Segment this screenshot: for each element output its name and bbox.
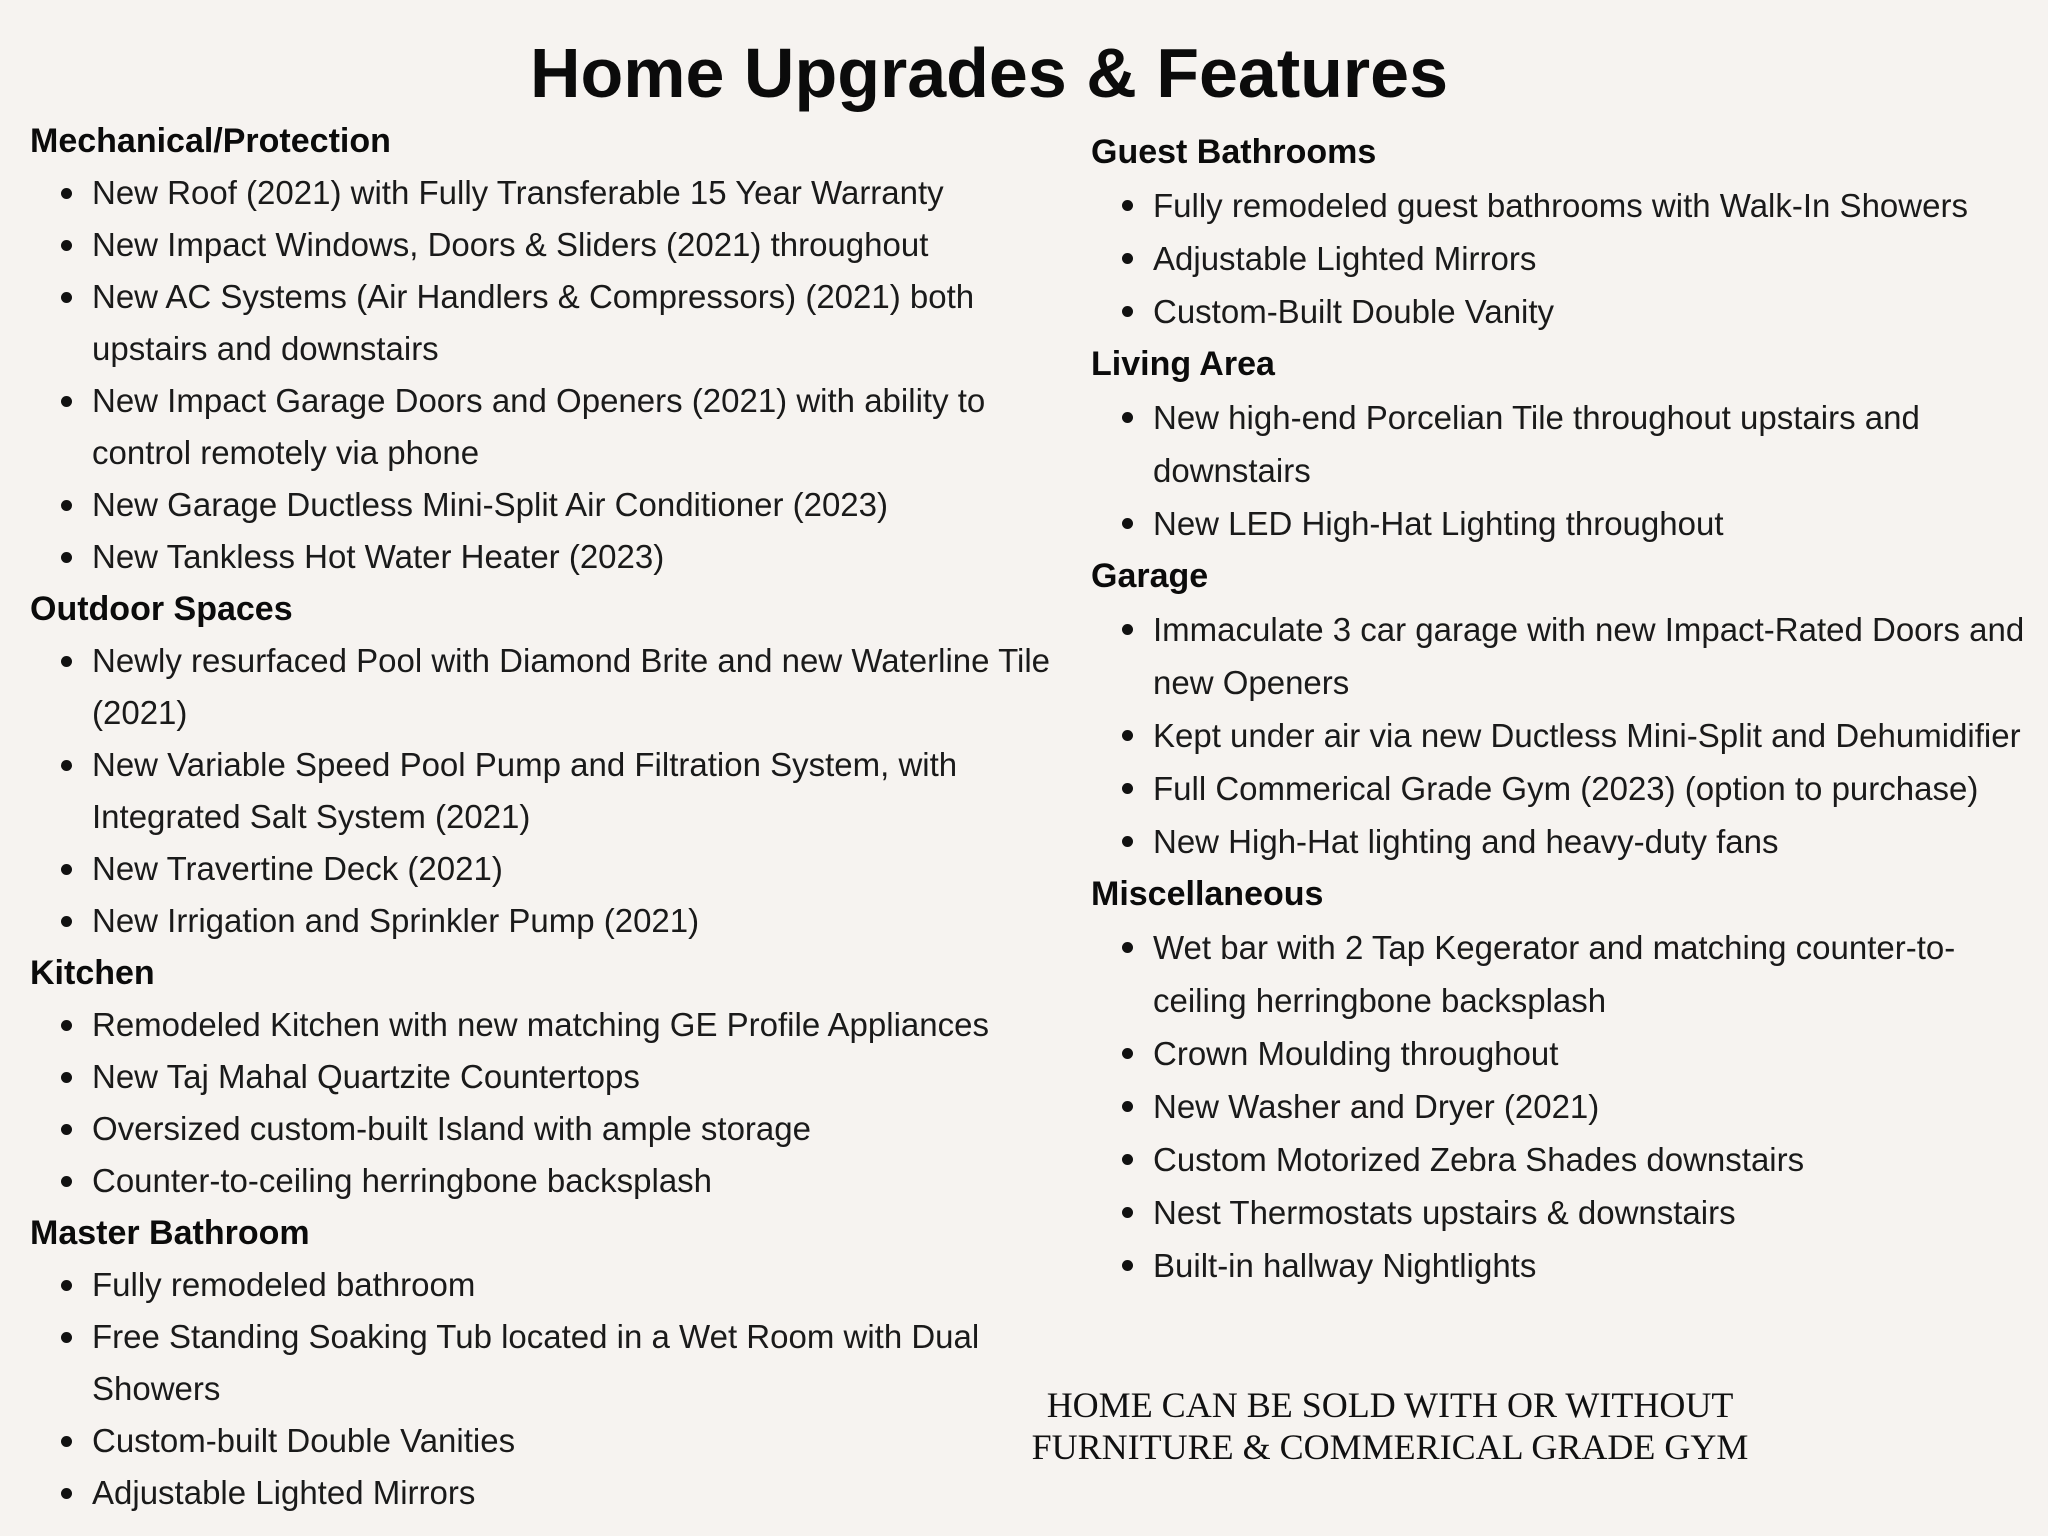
list-item: Adjustable Lighted Mirrors xyxy=(30,1467,1080,1519)
section-heading: Guest Bathrooms xyxy=(1091,133,1377,171)
list-item: Counter-to-ceiling herringbone backsplash xyxy=(30,1155,1080,1207)
section-heading: Garage xyxy=(1091,557,1209,595)
list-item: New Variable Speed Pool Pump and Filtration System, with Integrated Salt System (2021) xyxy=(30,739,1080,843)
list-item: Fully remodeled guest bathrooms with Walk-In Showers xyxy=(1091,179,2031,232)
section-heading: Miscellaneous xyxy=(1091,875,1324,913)
section-heading: Kitchen xyxy=(30,954,155,992)
list-item: New Garage Ductless Mini-Split Air Conditioner (2023) xyxy=(30,479,1080,531)
feature-list xyxy=(1091,921,2031,1292)
feature-list xyxy=(30,167,1080,583)
right-column xyxy=(1091,126,2031,1292)
section-heading: Outdoor Spaces xyxy=(30,590,293,628)
section-garage xyxy=(1091,550,2031,868)
list-item: Built-in hallway Nightlights xyxy=(1091,1239,2031,1292)
list-item: Custom Motorized Zebra Shades downstairs xyxy=(1091,1133,2031,1186)
sale-note-line: FURNITURE & COMMERICAL GRADE GYM xyxy=(1031,1427,1749,1467)
section-master-bathroom xyxy=(30,1207,1080,1519)
list-item: Adjustable Lighted Mirrors xyxy=(1091,232,2031,285)
list-item: New high-end Porcelian Tile throughout upstairs and downstairs xyxy=(1091,391,2031,497)
section-living-area xyxy=(1091,338,2031,550)
page-title: Home Upgrades & Features xyxy=(529,34,1449,112)
list-item: Nest Thermostats upstairs & downstairs xyxy=(1091,1186,2031,1239)
section-guest-bathrooms xyxy=(1091,126,2031,338)
list-item: Immaculate 3 car garage with new Impact-Rated Doors and new Openers xyxy=(1091,603,2031,709)
section-kitchen xyxy=(30,947,1080,1207)
sale-note xyxy=(990,1384,1790,1468)
section-heading: Living Area xyxy=(1091,345,1275,383)
list-item: Full Commerical Grade Gym (2023) (option to purchase) xyxy=(1091,762,2031,815)
feature-list xyxy=(30,635,1080,947)
list-item: New Tankless Hot Water Heater (2023) xyxy=(30,531,1080,583)
list-item: New Travertine Deck (2021) xyxy=(30,843,1080,895)
list-item: New Irrigation and Sprinkler Pump (2021) xyxy=(30,895,1080,947)
section-mechanical-protection xyxy=(30,115,1080,583)
list-item: New Impact Windows, Doors & Sliders (2021) throughout xyxy=(30,219,1080,271)
list-item: Newly resurfaced Pool with Diamond Brite and new Waterline Tile (2021) xyxy=(30,635,1080,739)
list-item: New Washer and Dryer (2021) xyxy=(1091,1080,2031,1133)
section-heading: Master Bathroom xyxy=(30,1214,310,1252)
list-item: New Impact Garage Doors and Openers (2021) with ability to control remotely via phone xyxy=(30,375,1080,479)
feature-list xyxy=(30,999,1080,1207)
feature-list xyxy=(1091,603,2031,868)
list-item: New Taj Mahal Quartzite Countertops xyxy=(30,1051,1080,1103)
section-heading: Mechanical/Protection xyxy=(30,122,391,160)
list-item: Crown Moulding throughout xyxy=(1091,1027,2031,1080)
list-item: Remodeled Kitchen with new matching GE Profile Appliances xyxy=(30,999,1080,1051)
list-item: New AC Systems (Air Handlers & Compressors) (2021) both upstairs and downstairs xyxy=(30,271,1080,375)
feature-list xyxy=(1091,391,2031,550)
list-item: Free Standing Soaking Tub located in a Wet Room with Dual Showers xyxy=(30,1311,1080,1415)
list-item: New Roof (2021) with Fully Transferable 15 Year Warranty xyxy=(30,167,1080,219)
list-item: New High-Hat lighting and heavy-duty fans xyxy=(1091,815,2031,868)
list-item: Fully remodeled bathroom xyxy=(30,1259,1080,1311)
section-miscellaneous xyxy=(1091,868,2031,1292)
list-item: New LED High-Hat Lighting throughout xyxy=(1091,497,2031,550)
list-item: Oversized custom-built Island with ample storage xyxy=(30,1103,1080,1155)
list-item: Custom-built Double Vanities xyxy=(30,1415,1080,1467)
sale-note-line: HOME CAN BE SOLD WITH OR WITHOUT xyxy=(1046,1385,1734,1425)
feature-list xyxy=(1091,179,2031,338)
left-column xyxy=(30,115,1080,1519)
section-outdoor-spaces xyxy=(30,583,1080,947)
list-item: Kept under air via new Ductless Mini-Split and Dehumidifier xyxy=(1091,709,2031,762)
list-item: Wet bar with 2 Tap Kegerator and matching counter-to-ceiling herringbone backsplash xyxy=(1091,921,2031,1027)
feature-list xyxy=(30,1259,1080,1519)
list-item: Custom-Built Double Vanity xyxy=(1091,285,2031,338)
